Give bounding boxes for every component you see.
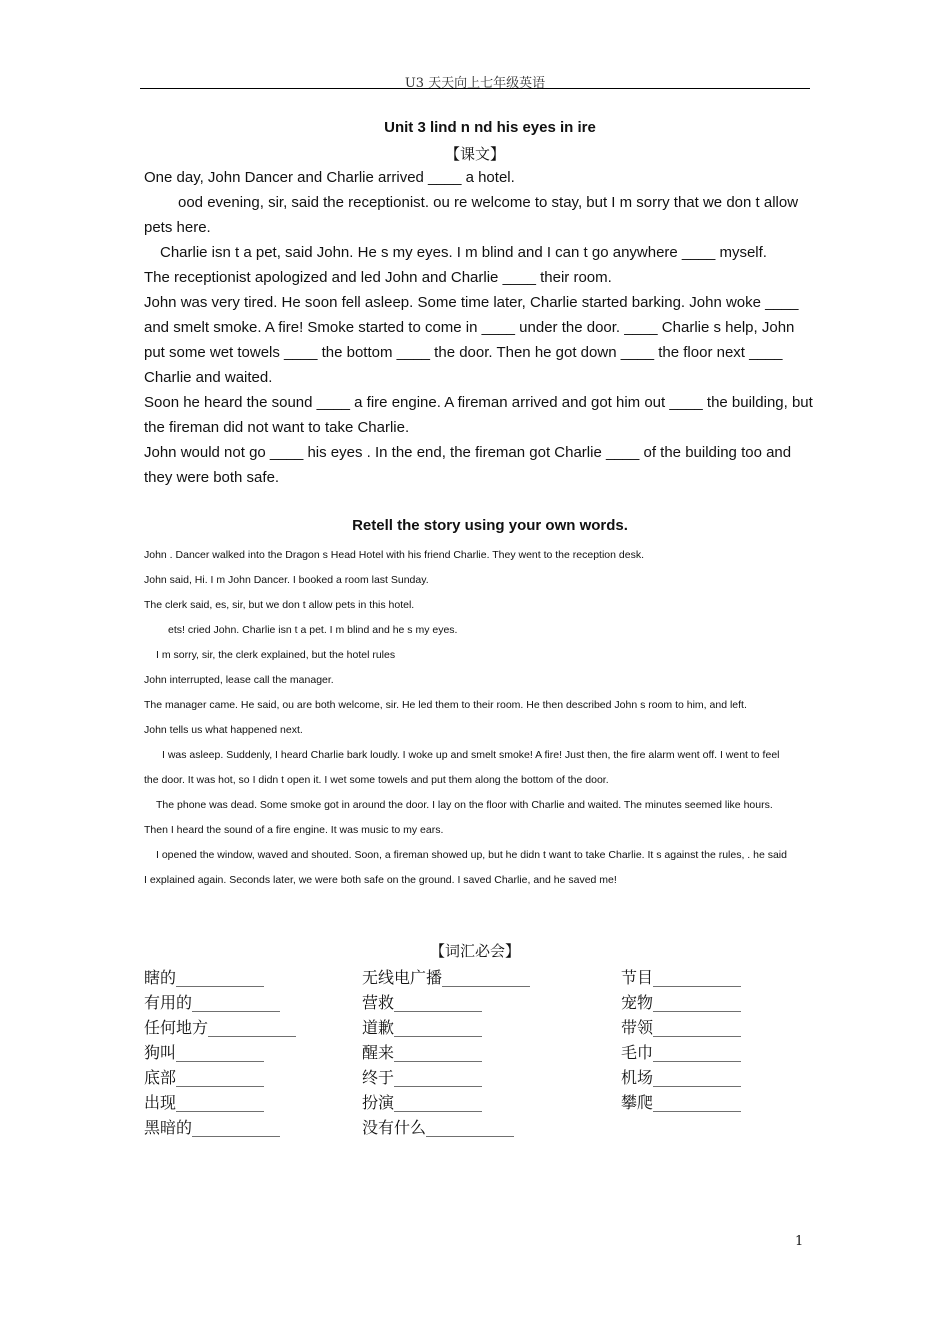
vocab-item: 节目___________	[621, 968, 742, 987]
vocab-item: 有用的___________	[144, 993, 281, 1012]
story-paragraph: One day, John Dancer and Charlie arrived ____ a hotel.	[144, 169, 515, 186]
retell-line: Then I heard the sound of a fire engine. It was music to my ears.	[144, 824, 444, 836]
lesson-label: 【课文】	[444, 145, 505, 163]
retell-title: Retell the story using your own words.	[352, 517, 628, 534]
retell-line: John said, Hi. I m John Dancer. I booked a room last Sunday.	[144, 574, 429, 586]
unit-title: Unit 3 lind n nd his eyes in ire	[384, 119, 596, 136]
vocab-label: 【词汇必会】	[429, 942, 520, 960]
retell-line: John interrupted, lease call the manager.	[144, 674, 334, 686]
vocab-item: 没有什么___________	[362, 1118, 515, 1137]
vocab-item: 带领___________	[621, 1018, 742, 1037]
vocab-item: 毛巾___________	[621, 1043, 742, 1062]
story-paragraph: Soon he heard the sound ____ a fire engine. A fireman arrived and got him out ____ the building, but the fireman did not want to take Charlie.	[144, 394, 813, 436]
page-number: 1	[795, 1234, 804, 1249]
story-paragraph: John would not go ____ his eyes . In the end, the fireman got Charlie ____ of the building too and they were both safe.	[144, 444, 792, 486]
story-paragraph: ood evening, sir, said the receptionist. ou re welcome to stay, but I m sorry that we don t allow pets here.	[144, 194, 799, 236]
retell-line: The phone was dead. Some smoke got in around the door. I lay on the floor with Charlie and waited. The minutes seemed like hours.	[156, 799, 773, 811]
page-header: U3 天天向上七年级英语	[404, 76, 546, 91]
retell-line: I was asleep. Suddenly, I heard Charlie bark loudly. I woke up and smelt smoke! A fire! Just then, the fire alarm went off. I went to feel	[162, 749, 780, 761]
retell-line: I opened the window, waved and shouted. Soon, a fireman showed up, but he didn t want to take Charlie. It s against the rules, . he said	[156, 849, 787, 861]
vocab-item: 出现___________	[144, 1093, 265, 1112]
vocab-item: 任何地方___________	[144, 1018, 297, 1037]
vocab-item: 终于___________	[362, 1068, 483, 1087]
retell-line: The manager came. He said, ou are both welcome, sir. He led them to their room. He then described John s room to him, and left.	[144, 699, 747, 711]
retell-line: I m sorry, sir, the clerk explained, but the hotel rules	[156, 649, 396, 661]
vocab-item: 扮演___________	[362, 1093, 483, 1112]
story-paragraph: The receptionist apologized and led John and Charlie ____ their room.	[144, 269, 612, 286]
vocab-item: 宠物___________	[621, 993, 742, 1012]
vocab-item: 无线电广播___________	[362, 968, 531, 987]
header-divider	[140, 88, 810, 89]
vocab-item: 营救___________	[362, 993, 483, 1012]
retell-line: I explained again. Seconds later, we were both safe on the ground. I saved Charlie, and he saved me!	[144, 874, 617, 886]
retell-line: the door. It was hot, so I didn t open it. I wet some towels and put them along the bottom of the door.	[144, 774, 609, 786]
story-paragraph: John was very tired. He soon fell asleep. Some time later, Charlie started barking. John woke ____ and smelt smoke. A fire! Smoke started to come in ____ under the door. ____ Charlie s help, John put some wet towels ____ the bottom ____ the door. Then he got down ____ the floor next ____ Charlie and waited.	[144, 294, 799, 386]
vocab-item: 机场___________	[621, 1068, 742, 1087]
vocab-item: 狗叫___________	[144, 1043, 265, 1062]
vocab-item: 醒来___________	[362, 1043, 483, 1062]
story-paragraph: Charlie isn t a pet, said John. He s my eyes. I m blind and I can t go anywhere ____ myself.	[160, 244, 767, 261]
vocab-item: 道歉___________	[362, 1018, 483, 1037]
story-text	[144, 165, 819, 490]
retell-line: The clerk said, es, sir, but we don t allow pets in this hotel.	[144, 599, 415, 611]
retell-line: ets! cried John. Charlie isn t a pet. I m blind and he s my eyes.	[168, 624, 458, 636]
vocab-item: 黑暗的___________	[144, 1118, 281, 1137]
vocab-item: 瞎的___________	[144, 968, 265, 987]
retell-line: John . Dancer walked into the Dragon s Head Hotel with his friend Charlie. They went to the reception desk.	[144, 549, 644, 561]
retell-line: John tells us what happened next.	[144, 724, 303, 736]
vocab-item: 底部___________	[144, 1068, 265, 1087]
vocab-item: 攀爬___________	[621, 1093, 742, 1112]
